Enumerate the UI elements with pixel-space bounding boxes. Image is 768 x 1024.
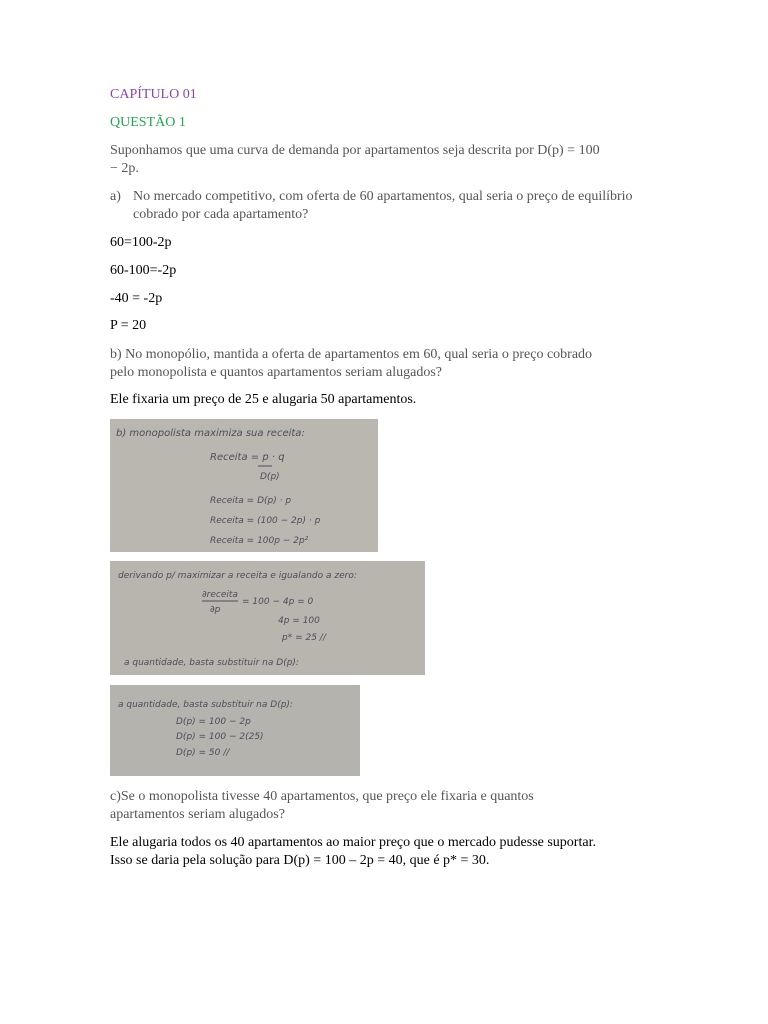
photo2-line-1: derivando p/ maximizar a receita e igualando a zero: bbox=[118, 571, 357, 581]
answer-c-line-2: Isso se daria pela solução para D(p) = 100 – 2p = 40, que é p* = 30. bbox=[110, 853, 490, 868]
solution-a-line-4: P = 20 bbox=[110, 318, 147, 333]
handwritten-photo-1 bbox=[110, 419, 378, 552]
photo2-line-3: ∂p bbox=[210, 605, 221, 615]
item-c-line-2: apartamentos seriam alugados? bbox=[110, 807, 285, 822]
item-c-line-1: c)Se o monopolista tivesse 40 apartamentos, que preço ele fixaria e quantos bbox=[110, 789, 534, 804]
photo1-line-6: Receita = 100p − 2p² bbox=[210, 536, 309, 546]
photo3-line-1: a quantidade, basta substituir na D(p): bbox=[118, 700, 293, 710]
item-a-label: a) bbox=[110, 189, 121, 204]
solution-a-line-3: -40 = -2p bbox=[110, 291, 163, 306]
photo2-line-5: 4p = 100 bbox=[278, 616, 320, 626]
photo1-line-4: Receita = D(p) · p bbox=[210, 496, 292, 506]
solution-a-line-1: 60=100-2p bbox=[110, 235, 172, 250]
item-b-line-1: b) No monopólio, mantida a oferta de apartamentos em 60, qual seria o preço cobrado bbox=[110, 347, 593, 362]
photo1-line-5: Receita = (100 − 2p) · p bbox=[210, 516, 321, 526]
photo1-line-3: D(p) bbox=[260, 472, 280, 482]
photo1-line-1: b) monopolista maximiza sua receita: bbox=[116, 428, 305, 439]
item-b-line-2: pelo monopolista e quantos apartamentos seriam alugados? bbox=[110, 365, 443, 380]
answer-b: Ele fixaria um preço de 25 e alugaria 50 apartamentos. bbox=[110, 392, 417, 407]
intro-line-1: Suponhamos que uma curva de demanda por apartamentos seja descrita por D(p) = 100 bbox=[110, 143, 600, 158]
answer-c-line-1: Ele alugaria todos os 40 apartamentos ao maior preço que o mercado pudesse suportar. bbox=[110, 835, 596, 850]
item-a bbox=[110, 188, 655, 224]
photo3-line-3: D(p) = 100 − 2(25) bbox=[176, 732, 264, 742]
photo3-line-2: D(p) = 100 − 2p bbox=[176, 717, 251, 727]
question-heading: QUESTÃO 1 bbox=[110, 115, 186, 130]
photo1-line-2: Receita = p · q bbox=[210, 452, 285, 463]
photo2-line-4: = 100 − 4p = 0 bbox=[242, 597, 314, 607]
photo3-line-4: D(p) = 50 // bbox=[176, 748, 230, 758]
handwritten-photo-3 bbox=[110, 685, 360, 776]
item-a-text: No mercado competitivo, com oferta de 60 apartamentos, qual seria o preço de equilíbrio cobrado por cada apartamento? bbox=[133, 189, 633, 222]
handwritten-photo-2 bbox=[110, 561, 425, 675]
solution-a-line-2: 60-100=-2p bbox=[110, 263, 177, 278]
photo2-line-6: p* = 25 // bbox=[282, 633, 326, 643]
intro-line-2: − 2p. bbox=[110, 161, 139, 176]
photo2-line-2: ∂receita bbox=[202, 590, 238, 600]
photo2-line-7: a quantidade, basta substituir na D(p): bbox=[124, 658, 299, 668]
chapter-heading: CAPÍTULO 01 bbox=[110, 87, 197, 102]
